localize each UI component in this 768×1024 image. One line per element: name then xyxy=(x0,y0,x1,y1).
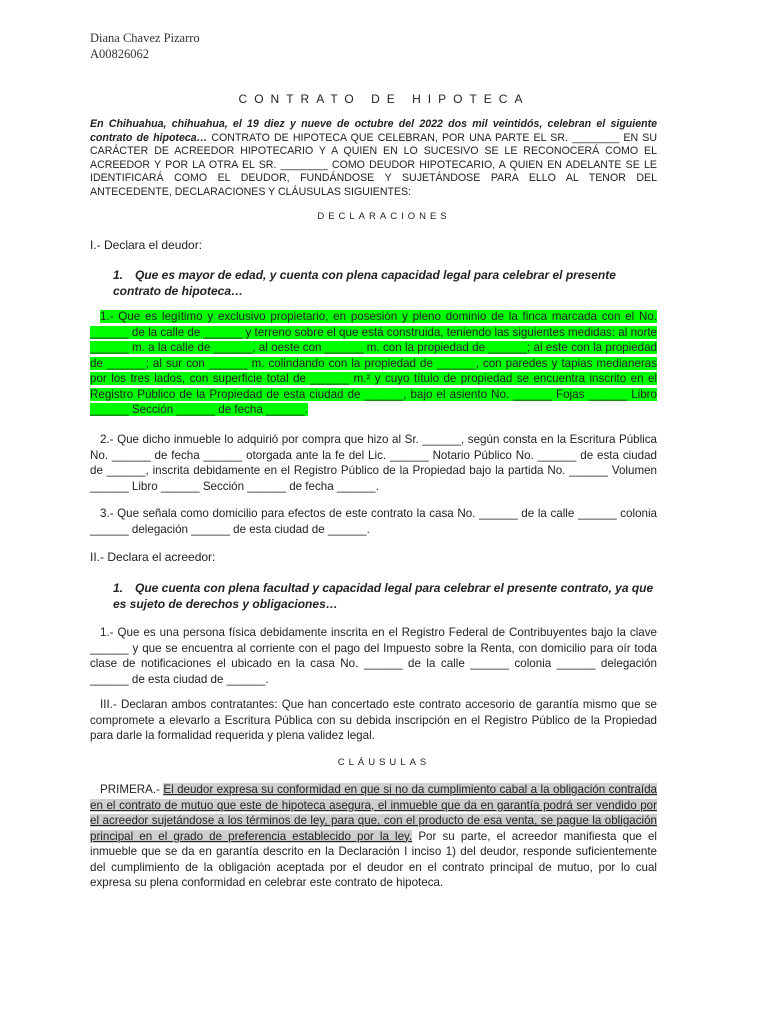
intro-text: CONTRATO DE HIPOTECA QUE CELEBRAN, POR UNA PARTE EL SR. ________ EN SU CARÁCTER DE ACREEDOR HIPOTECARIO Y A QUIEN EN LO SUCESIVO SE LE RECONOCERÁ COMO EL ACREEDOR Y POR LA OTRA EL SR. ________ COMO DEUDOR HIPOTECARIO, A QUIEN EN ADELANTE SE LE IDENTIFICARÁ COMO EL DEUDOR, FUNDÁNDOSE Y SUJETÁNDOSE PARA ELLO AL TENOR DEL ANTECEDENTE, DECLARACIONES Y CLÁUSULAS SIGUIENTES: xyxy=(90,131,658,198)
author-name: Diana Chavez Pizarro xyxy=(90,31,200,45)
deudor-paragraph-1 xyxy=(90,309,657,418)
clausulas-heading: CLÁUSULAS xyxy=(337,757,431,768)
acreedor-item xyxy=(113,580,657,612)
primera-rest: Por su parte, el acreedor manifiesta que el inmueble que se da en garantía descrito en la Declaración I inciso 1) del deudor, responde suficientemente del cumplimiento de la obligación aceptada por el deudor en el contrato principal de mutuo, por lo cual expresa su plena conformidad en celebrar este contrato de hipoteca. xyxy=(90,829,657,889)
deudor-item-text: Que es mayor de edad, y cuenta con plena capacidad legal para celebrar el presente contrato de hipoteca… xyxy=(113,268,616,298)
intro-paragraph xyxy=(90,118,657,200)
deudor-paragraph-3: 3.- Que señala como domicilio para efectos de este contrato la casa No. ______ de la calle ______ colonia ______ delegación ______ de esta ciudad de ______. xyxy=(90,507,657,536)
deudor-item-number: 1. xyxy=(113,268,124,282)
acreedor-label: II.- Declara el acreedor: xyxy=(90,550,216,564)
deudor-label: I.- Declara el deudor: xyxy=(90,238,203,252)
gray-highlight: El deudor expresa su conformidad en que si no da cumplimiento cabal a la obligación contraída en el contrato de mutuo que este de hipoteca asegura, el inmueble que da en garantía podrá ser vendido por el acreedor sujetándose a los términos de ley, para que, con el producto de esa venta, se pague la obligación principal en el grado de preferencia establecido por la ley. xyxy=(90,783,657,843)
document-title: CONTRATO DE HIPOTECA xyxy=(238,92,530,106)
intro-bold: En Chihuahua, chihuahua, el 19 diez y nueve de octubre del 2022 dos mil veintidós, celebran el siguiente contrato de hipoteca… xyxy=(90,118,657,144)
acreedor-item-number: 1. xyxy=(113,581,124,595)
acreedor-paragraph-1: 1.- Que es una persona física debidamente inscrita en el Registro Federal de Contribuyentes bajo la clave ______ y que se encuentra al corriente con el pago del Impuesto sobre la Renta, con domicilio para oír toda clase de notificaciones el ubicado en la casa No. ______ de la calle ______ colonia ______ delegación ______ de esta ciudad de ______. xyxy=(90,626,657,686)
acreedor-item-text: Que cuenta con plena facultad y capacidad legal para celebrar el presente contrato, ya que es sujeto de derechos y obligaciones… xyxy=(113,581,654,611)
ambos-paragraph: III.- Declaran ambos contratantes: Que han concertado este contrato accesorio de garantía mismo que se compromete a elevarlo a Escritura Pública con su debida inscripción en el Registro Público de la Propiedad para darle la formalidad requerida y plena validez legal. xyxy=(90,698,657,742)
deudor-item xyxy=(113,267,657,299)
primera-label: PRIMERA.- xyxy=(100,783,164,796)
clausula-primera xyxy=(90,782,657,891)
green-highlight: 1.- Que es legítimo y exclusivo propietario, en posesión y pleno dominio de la finca marcada con el No. ______ de la calle de ______ y terreno sobre el que está construida, teniendo las siguientes medidas: al norte ______ m. a la calle de ______, al oeste con ______ m. con la propiedad de ______; al este con la propiedad de ______; al sur con ______ m. colindando con la propiedad de ______, con paredes y tapias medianeras por los tres lados, con superficie total de ______ m.² y cuyo título de propiedad se encuentra inscrito en el Registro Público de la Propiedad de esta ciudad de ______, bajo el asiento No. ______ Fojas ______ Libro ______ Sección ______ de fecha ______. xyxy=(90,310,657,416)
author-id: A00826062 xyxy=(90,47,150,61)
deudor-paragraph-2: 2.- Que dicho inmueble lo adquirió por compra que hizo al Sr. ______, según consta en la Escritura Pública No. ______ de fecha ______ otorgada ante la fe del Lic. ______ Notario Público No. ______ de esta ciudad de ______, inscrita debidamente en el Registro Público de la Propiedad bajo la partida No. ______ Volumen ______ Libro ______ Sección ______ de fecha ______. xyxy=(90,433,657,493)
declaraciones-heading: DECLARACIONES xyxy=(317,211,451,222)
author-block xyxy=(90,30,200,62)
